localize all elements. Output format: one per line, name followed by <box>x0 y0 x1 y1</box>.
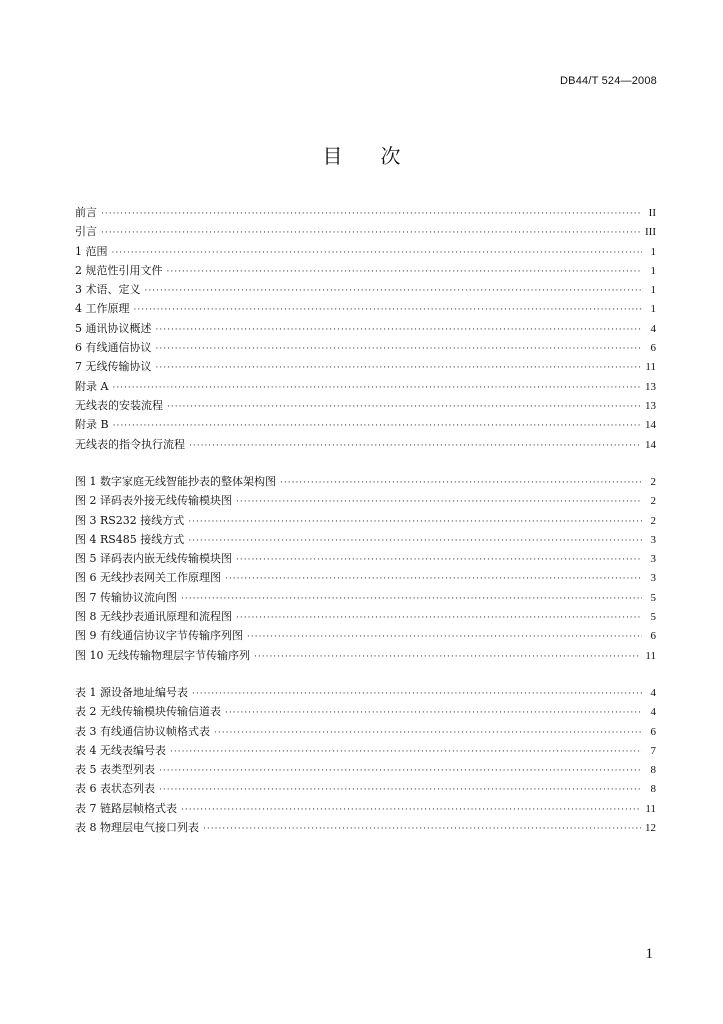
toc-entry-label: 前言 <box>75 206 97 219</box>
dot-leader <box>134 301 643 320</box>
toc-entry-label: 图 6 无线抄表网关工作原理图 <box>75 571 221 585</box>
toc-entry-page: 6 <box>650 725 656 738</box>
toc-entry[interactable] <box>75 722 656 741</box>
dot-leader <box>181 801 641 820</box>
toc-figures-list <box>75 472 656 665</box>
dot-leader <box>225 570 642 589</box>
toc-entry[interactable] <box>75 299 656 318</box>
dot-leader <box>214 724 642 743</box>
toc-entry-page: 6 <box>650 342 656 355</box>
toc-entry-page: 14 <box>645 438 656 451</box>
toc-entry-page: 5 <box>650 611 656 624</box>
toc-entry-page: 14 <box>645 419 656 432</box>
toc-entry[interactable] <box>75 203 656 222</box>
dot-leader <box>159 762 642 781</box>
toc-entry-page: 3 <box>650 572 656 585</box>
toc-entry-page: II <box>648 207 656 219</box>
toc-entry-page: 8 <box>650 783 656 796</box>
toc-entry[interactable] <box>75 702 656 721</box>
dot-leader <box>101 205 642 224</box>
toc-entry-label: 表 8 物理层电气接口列表 <box>75 821 199 835</box>
toc-entry-page: 6 <box>650 630 656 643</box>
toc-contents-list <box>75 203 656 454</box>
toc-entry[interactable] <box>75 396 656 415</box>
toc-entry-label: 附录 B <box>75 418 109 432</box>
dot-leader <box>101 224 641 243</box>
toc-entry-page: 11 <box>645 802 656 815</box>
dot-leader <box>189 437 641 456</box>
toc-entry[interactable] <box>75 280 656 299</box>
toc-entry-page: 4 <box>650 322 656 335</box>
toc-entry[interactable] <box>75 472 656 491</box>
toc-entry[interactable] <box>75 491 656 510</box>
toc-entry-label: 无线表的安装流程 <box>75 398 163 412</box>
toc-entry-page: 11 <box>645 649 656 662</box>
toc-entry-page: III <box>645 226 656 239</box>
dot-leader <box>247 628 642 647</box>
dot-leader <box>254 648 641 667</box>
toc-entry-label: 6 有线通信协议 <box>75 341 152 355</box>
toc-entry-label: 附录 A <box>75 379 109 393</box>
toc-entry[interactable] <box>75 357 656 376</box>
toc-entry-label: 引言 <box>75 225 97 239</box>
toc-entry-label: 2 规范性引用文件 <box>75 263 163 277</box>
toc-entry-label: 表 4 无线表编号表 <box>75 743 166 757</box>
dot-leader <box>203 820 641 839</box>
toc-entry-page: 2 <box>650 495 656 508</box>
toc-entry-label: 5 通讯协议概述 <box>75 321 152 335</box>
toc-entry-label: 表 2 无线传输模块传输信道表 <box>75 705 221 719</box>
dot-leader <box>113 417 641 436</box>
toc-entry[interactable] <box>75 377 656 396</box>
toc-entry-page: 2 <box>650 476 656 488</box>
toc-entry-page: 12 <box>645 822 656 835</box>
toc-entry[interactable] <box>75 549 656 568</box>
toc-entry-label: 图 3 RS232 接线方式 <box>75 513 185 527</box>
toc-entry-label: 图 5 译码表内嵌无线传输模块图 <box>75 552 232 566</box>
toc-entry[interactable] <box>75 319 656 338</box>
toc-entry-page: 13 <box>645 380 656 393</box>
toc-entry-page: 2 <box>650 514 656 527</box>
document-code: DB44/T 524—2008 <box>560 75 657 87</box>
dot-leader <box>156 321 643 340</box>
toc-entry-page: 1 <box>650 303 656 316</box>
page-number: 1 <box>645 946 653 962</box>
dot-leader <box>159 781 642 800</box>
toc-entry[interactable] <box>75 626 656 645</box>
toc-entry-label: 图 8 无线抄表通讯原理和流程图 <box>75 610 232 624</box>
toc-entry[interactable] <box>75 799 656 818</box>
toc-entry[interactable] <box>75 683 656 702</box>
toc-entry-page: 4 <box>650 706 656 719</box>
dot-leader <box>167 398 641 417</box>
toc-entry[interactable] <box>75 511 656 530</box>
toc-entry-label: 7 无线传输协议 <box>75 360 152 374</box>
toc-entry[interactable] <box>75 530 656 549</box>
toc-entry-page: 1 <box>650 264 656 277</box>
toc-entry[interactable] <box>75 588 656 607</box>
toc-entry-page: 3 <box>650 533 656 546</box>
toc-entry-label: 表 3 有线通信协议帧格式表 <box>75 724 210 738</box>
dot-leader <box>236 551 642 570</box>
toc-entry[interactable] <box>75 779 656 798</box>
toc-entry-label: 表 7 链路层帧格式表 <box>75 801 177 815</box>
toc-entry[interactable] <box>75 261 656 280</box>
toc-entry[interactable] <box>75 818 656 837</box>
toc-entry-page: 3 <box>650 553 656 566</box>
toc-entry-page: 11 <box>645 361 656 374</box>
toc-entry[interactable] <box>75 435 656 454</box>
dot-leader <box>167 263 643 282</box>
dot-leader <box>112 379 641 398</box>
toc-entry-label: 表 5 表类型列表 <box>75 763 155 777</box>
dot-leader <box>236 493 642 512</box>
toc-entry-label: 图 2 译码表外接无线传输模块图 <box>75 494 232 508</box>
dot-leader <box>225 704 642 723</box>
dot-leader <box>112 244 643 263</box>
toc-title: 目次 <box>322 144 439 168</box>
toc-tables-list <box>75 683 656 837</box>
toc-entry-page: 8 <box>650 764 656 777</box>
toc-entry[interactable] <box>75 760 656 779</box>
toc-entry[interactable] <box>75 607 656 626</box>
toc-entry-page: 5 <box>650 591 656 604</box>
toc-entry-label: 图 1 数字家庭无线智能抄表的整体架构图 <box>75 475 276 488</box>
toc-entry[interactable] <box>75 338 656 357</box>
dot-leader <box>188 513 642 532</box>
toc-entry-label: 表 1 源设备地址编号表 <box>75 686 188 699</box>
dot-leader <box>170 743 642 762</box>
dot-leader <box>181 590 642 609</box>
toc-entry-label: 图 10 无线传输物理层字节传输序列 <box>75 648 250 662</box>
toc-entry-page: 1 <box>650 284 656 297</box>
toc-entry-label: 4 工作原理 <box>75 302 130 316</box>
toc-entry-label: 表 6 表状态列表 <box>75 782 155 796</box>
toc-entry-label: 图 7 传输协议流向图 <box>75 590 177 604</box>
toc-entry-label: 1 范围 <box>75 244 108 258</box>
dot-leader <box>156 340 643 359</box>
toc-entry-page: 13 <box>645 399 656 412</box>
dot-leader <box>188 532 642 551</box>
toc-entry[interactable] <box>75 741 656 760</box>
toc-entry[interactable] <box>75 222 656 241</box>
toc-entry[interactable] <box>75 242 656 261</box>
toc-entry-label: 3 术语、定义 <box>75 283 141 297</box>
toc-entry-label: 图 4 RS485 接线方式 <box>75 532 185 546</box>
toc-entry[interactable] <box>75 646 656 665</box>
toc-entry[interactable] <box>75 568 656 587</box>
toc-entry-page: 7 <box>650 744 656 757</box>
dot-leader <box>192 685 642 704</box>
dot-leader <box>156 359 642 378</box>
toc-entry-page: 4 <box>650 687 656 699</box>
toc-entry-label: 图 9 有线通信协议字节传输序列图 <box>75 629 243 643</box>
toc-entry[interactable] <box>75 415 656 434</box>
toc-entry-label: 无线表的指令执行流程 <box>75 437 185 451</box>
dot-leader <box>145 282 643 301</box>
dot-leader <box>280 474 642 493</box>
dot-leader <box>236 609 642 628</box>
toc-entry-page: 1 <box>650 245 656 258</box>
